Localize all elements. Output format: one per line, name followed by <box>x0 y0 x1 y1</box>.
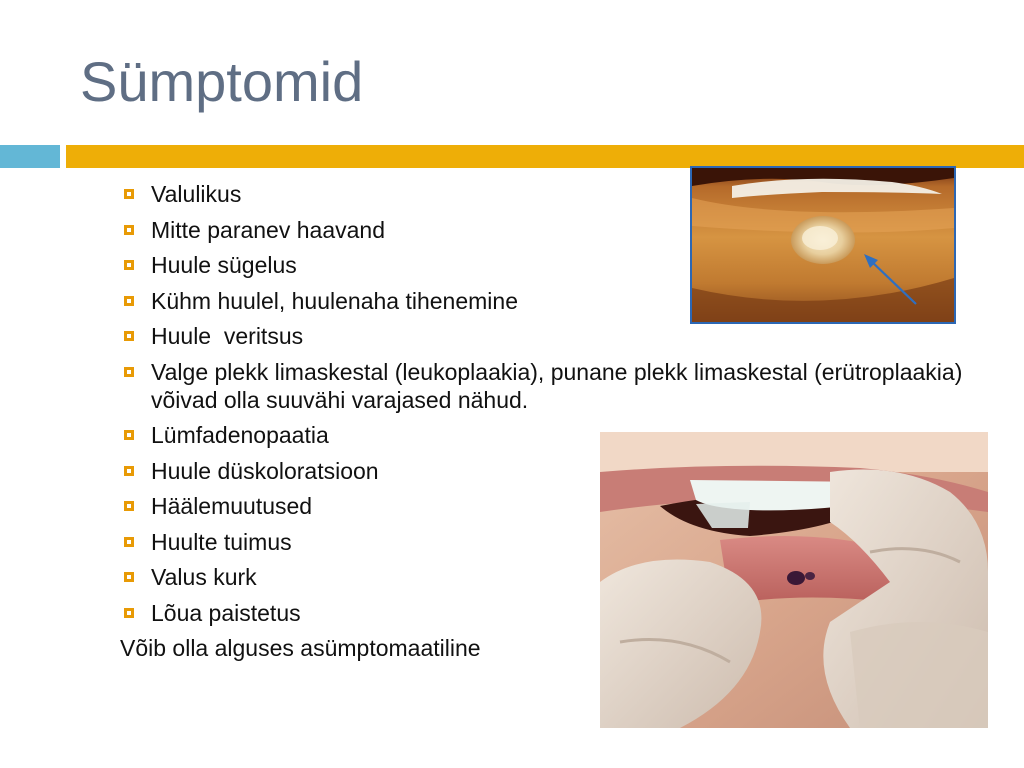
square-bullet-icon <box>124 296 134 306</box>
mouth-lesion-photo <box>600 432 988 728</box>
bullet-text: Huulte tuimus <box>151 528 292 555</box>
accent-bar-blue <box>0 145 60 168</box>
bullet-text: Kühm huulel, huulenaha tihenemine <box>151 287 518 314</box>
square-bullet-icon <box>124 260 134 270</box>
bullet-item <box>120 322 980 350</box>
square-bullet-icon <box>124 331 134 341</box>
bullet-text: Häälemuutused <box>151 493 313 519</box>
square-bullet-icon <box>124 608 134 618</box>
bullet-text: Huule düskoloratsioon <box>151 457 379 484</box>
bullet-text: Valge plekk limaskestal (leukoplaakia), punane plekk limaskestal (erütroplaakia) võivad olla suuvähi varajased nähud. <box>151 358 963 413</box>
slide-title: Sümptomid <box>80 50 364 113</box>
bullet-text: Valulikus <box>151 181 242 207</box>
square-bullet-icon <box>124 367 134 377</box>
square-bullet-icon <box>124 225 134 235</box>
square-bullet-icon <box>124 537 134 547</box>
lip-lesion-photo <box>690 166 956 324</box>
bullet-text: Huule veritsus <box>151 323 304 349</box>
square-bullet-icon <box>124 501 134 511</box>
bullet-text: Lümfadenopaatia <box>151 422 329 448</box>
summary-note: Võib olla alguses asümptomaatiline <box>120 635 481 661</box>
bullet-text: Mitte paranev haavand <box>151 216 385 243</box>
accent-bar-gold <box>66 145 1024 168</box>
square-bullet-icon <box>124 189 134 199</box>
bullet-text: Lõua paistetus <box>151 599 301 626</box>
bullet-item <box>120 358 981 414</box>
square-bullet-icon <box>124 430 134 440</box>
square-bullet-icon <box>124 572 134 582</box>
bullet-text: Huule sügelus <box>151 252 297 278</box>
bullet-text: Valus kurk <box>151 564 257 590</box>
square-bullet-icon <box>124 466 134 476</box>
